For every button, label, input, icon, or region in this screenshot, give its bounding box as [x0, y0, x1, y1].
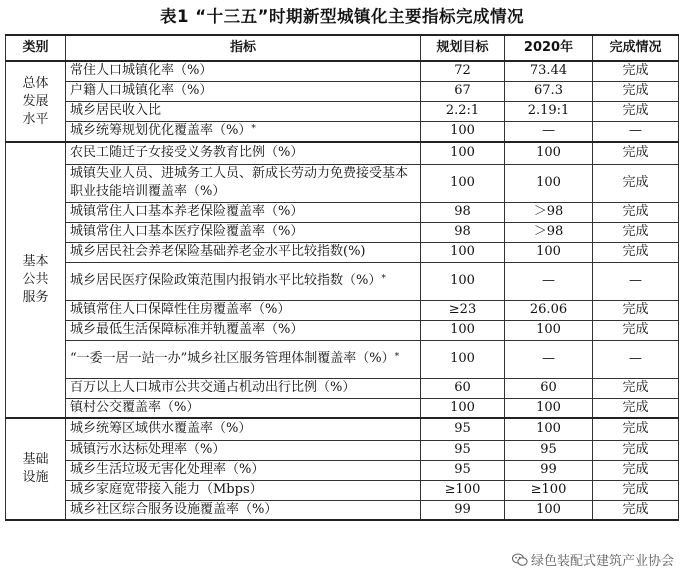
table-row	[6, 202, 679, 222]
target-cell: 100	[421, 242, 505, 262]
indicator-text: 城乡家庭宽带接入能力（Mbps）	[70, 482, 263, 497]
wechat-icon	[512, 553, 528, 567]
footnote-star: *	[394, 352, 400, 362]
indicator-cell	[66, 121, 421, 142]
indicator-cell	[66, 500, 421, 520]
table-row	[6, 418, 679, 440]
target-cell: 60	[421, 378, 505, 398]
status-cell: 完成	[593, 101, 679, 121]
indicator-cell	[66, 164, 421, 202]
target-cell: 98	[421, 222, 505, 242]
target-cell: 100	[421, 142, 505, 164]
value-2020-cell: —	[505, 262, 593, 300]
indicator-cell	[66, 460, 421, 480]
indicator-cell	[66, 222, 421, 242]
target-cell: 95	[421, 440, 505, 460]
indicator-cell	[66, 101, 421, 121]
watermark-text: 绿色装配式建筑产业协会	[530, 554, 674, 569]
table-row	[6, 164, 679, 202]
target-cell: 99	[421, 500, 505, 520]
value-2020-cell: 95	[505, 440, 593, 460]
indicator-cell	[66, 320, 421, 340]
value-2020-cell: ＞98	[505, 222, 593, 242]
target-cell: 100	[421, 164, 505, 202]
table-row	[6, 222, 679, 242]
indicator-cell	[66, 480, 421, 500]
value-2020-cell: 100	[505, 398, 593, 418]
table-row	[6, 300, 679, 320]
status-cell: —	[593, 340, 679, 378]
indicator-cell	[66, 81, 421, 101]
footnote-star: *	[251, 124, 256, 135]
table-row	[6, 440, 679, 460]
indicator-cell	[66, 262, 421, 300]
indicator-cell	[66, 378, 421, 398]
category-cell: 总体 发展 水平	[6, 61, 66, 142]
value-2020-cell: 67.3	[505, 81, 593, 101]
table-row	[6, 460, 679, 480]
status-cell: —	[593, 262, 679, 300]
target-cell: 67	[421, 81, 505, 101]
value-2020-cell: —	[505, 340, 593, 378]
indicator-table	[5, 34, 679, 521]
table-title: 表1 “十三五”时期新型城镇化主要指标完成情况	[160, 7, 524, 26]
table-row	[6, 480, 679, 500]
table-row	[6, 242, 679, 262]
value-2020-cell: 100	[505, 142, 593, 164]
value-2020-cell: 100	[505, 164, 593, 202]
indicator-text: 城镇常住人口基本养老保险覆盖率（%）	[70, 204, 304, 219]
value-2020-cell: 100	[505, 418, 593, 440]
target-cell: 95	[421, 418, 505, 440]
status-cell: 完成	[593, 480, 679, 500]
target-cell: 100	[421, 320, 505, 340]
indicator-text: 农民工随迁子女接受义务教育比例（%）	[70, 145, 304, 161]
indicator-text: 城镇失业人员、进城务工人员、新成长劳动力免费接受基本职业技能培训覆盖率（%）	[70, 166, 409, 199]
indicator-text: 镇村公交覆盖率（%）	[70, 399, 200, 415]
table-row	[6, 262, 679, 300]
indicator-text: 城乡最低生活保障标准并轨覆盖率（%）	[70, 322, 304, 337]
target-cell: 2.2:1	[421, 101, 505, 121]
indicator-text: 城乡居民医疗保险政策范围内报销水平比较指数（%）	[70, 273, 382, 288]
status-cell: 完成	[593, 378, 679, 398]
status-cell: 完成	[593, 440, 679, 460]
value-2020-cell: ＞98	[505, 202, 593, 222]
target-cell: ≥100	[421, 480, 505, 500]
target-cell: 100	[421, 340, 505, 378]
header-row	[6, 35, 679, 61]
indicator-cell	[66, 202, 421, 222]
indicator-text: 城乡统筹规划优化覆盖率（%）	[70, 123, 252, 139]
table-row	[6, 500, 679, 520]
status-cell: 完成	[593, 398, 679, 418]
target-cell: 100	[421, 262, 505, 300]
value-2020-cell: 2.19:1	[505, 101, 593, 121]
status-cell: 完成	[593, 300, 679, 320]
value-2020-cell: 60	[505, 378, 593, 398]
value-2020-cell: 26.06	[505, 300, 593, 320]
indicator-cell	[66, 61, 421, 81]
status-cell: 完成	[593, 81, 679, 101]
value-2020-cell: 100	[505, 242, 593, 262]
indicator-text: 常住人口城镇化率（%）	[70, 63, 213, 79]
status-cell: —	[593, 121, 679, 142]
indicator-text: 城镇常住人口保障性住房覆盖率（%）	[70, 302, 291, 317]
status-cell: 完成	[593, 142, 679, 164]
header-status: 完成情况	[593, 35, 679, 61]
status-cell: 完成	[593, 460, 679, 480]
target-cell: 95	[421, 460, 505, 480]
value-2020-cell: 99	[505, 460, 593, 480]
indicator-text: 百万以上人口城市公共交通占机动出行比例（%）	[70, 380, 356, 395]
table-row	[6, 320, 679, 340]
indicator-cell	[66, 242, 421, 262]
indicator-cell	[66, 440, 421, 460]
table-row	[6, 101, 679, 121]
indicator-cell	[66, 300, 421, 320]
value-2020-cell: ≥100	[505, 480, 593, 500]
indicator-text: 城乡生活垃圾无害化处理率（%）	[70, 462, 265, 477]
table-row	[6, 142, 679, 164]
status-cell: 完成	[593, 61, 679, 81]
header-2020: 2020年	[505, 35, 593, 61]
indicator-cell	[66, 418, 421, 440]
table-row	[6, 81, 679, 101]
indicator-text: 城镇污水达标处理率（%）	[70, 442, 226, 457]
indicator-text: 城乡社区综合服务设施覆盖率（%）	[70, 501, 278, 517]
target-cell: 98	[421, 202, 505, 222]
indicator-text: 城乡居民收入比	[70, 103, 162, 118]
table-row	[6, 121, 679, 142]
value-2020-cell: 73.44	[505, 61, 593, 81]
indicator-cell	[66, 142, 421, 164]
indicator-cell	[66, 340, 421, 378]
value-2020-cell: —	[505, 121, 593, 142]
indicator-text: 户籍人口城镇化率（%）	[70, 83, 213, 98]
indicator-text: 城乡居民社会养老保险基础养老金水平比较指数(%)	[70, 244, 366, 259]
target-cell: 100	[421, 121, 505, 142]
status-cell: 完成	[593, 202, 679, 222]
footnote-star: *	[381, 274, 386, 284]
header-category: 类别	[6, 35, 66, 61]
status-cell: 完成	[593, 164, 679, 202]
watermark	[512, 550, 674, 569]
table-row	[6, 398, 679, 418]
status-cell: 完成	[593, 242, 679, 262]
value-2020-cell: 100	[505, 500, 593, 520]
status-cell: 完成	[593, 418, 679, 440]
indicator-cell	[66, 398, 421, 418]
status-cell: 完成	[593, 222, 679, 242]
target-cell: ≥23	[421, 300, 505, 320]
table-row	[6, 378, 679, 398]
indicator-text: “一委一居一站一办”城乡社区服务管理体制覆盖率（%）	[70, 351, 395, 366]
target-cell: 72	[421, 61, 505, 81]
indicator-text: 城乡统筹区域供水覆盖率（%）	[70, 421, 252, 437]
target-cell: 100	[421, 398, 505, 418]
table-row	[6, 61, 679, 81]
value-2020-cell: 100	[505, 320, 593, 340]
category-cell: 基本 公共 服务	[6, 142, 66, 418]
status-cell: 完成	[593, 320, 679, 340]
category-cell: 基础 设施	[6, 418, 66, 520]
indicator-text: 城镇常住人口基本医疗保险覆盖率（%）	[70, 224, 304, 239]
status-cell: 完成	[593, 500, 679, 520]
table-row	[6, 340, 679, 378]
header-indicator: 指标	[66, 35, 421, 61]
header-target: 规划目标	[421, 35, 505, 61]
